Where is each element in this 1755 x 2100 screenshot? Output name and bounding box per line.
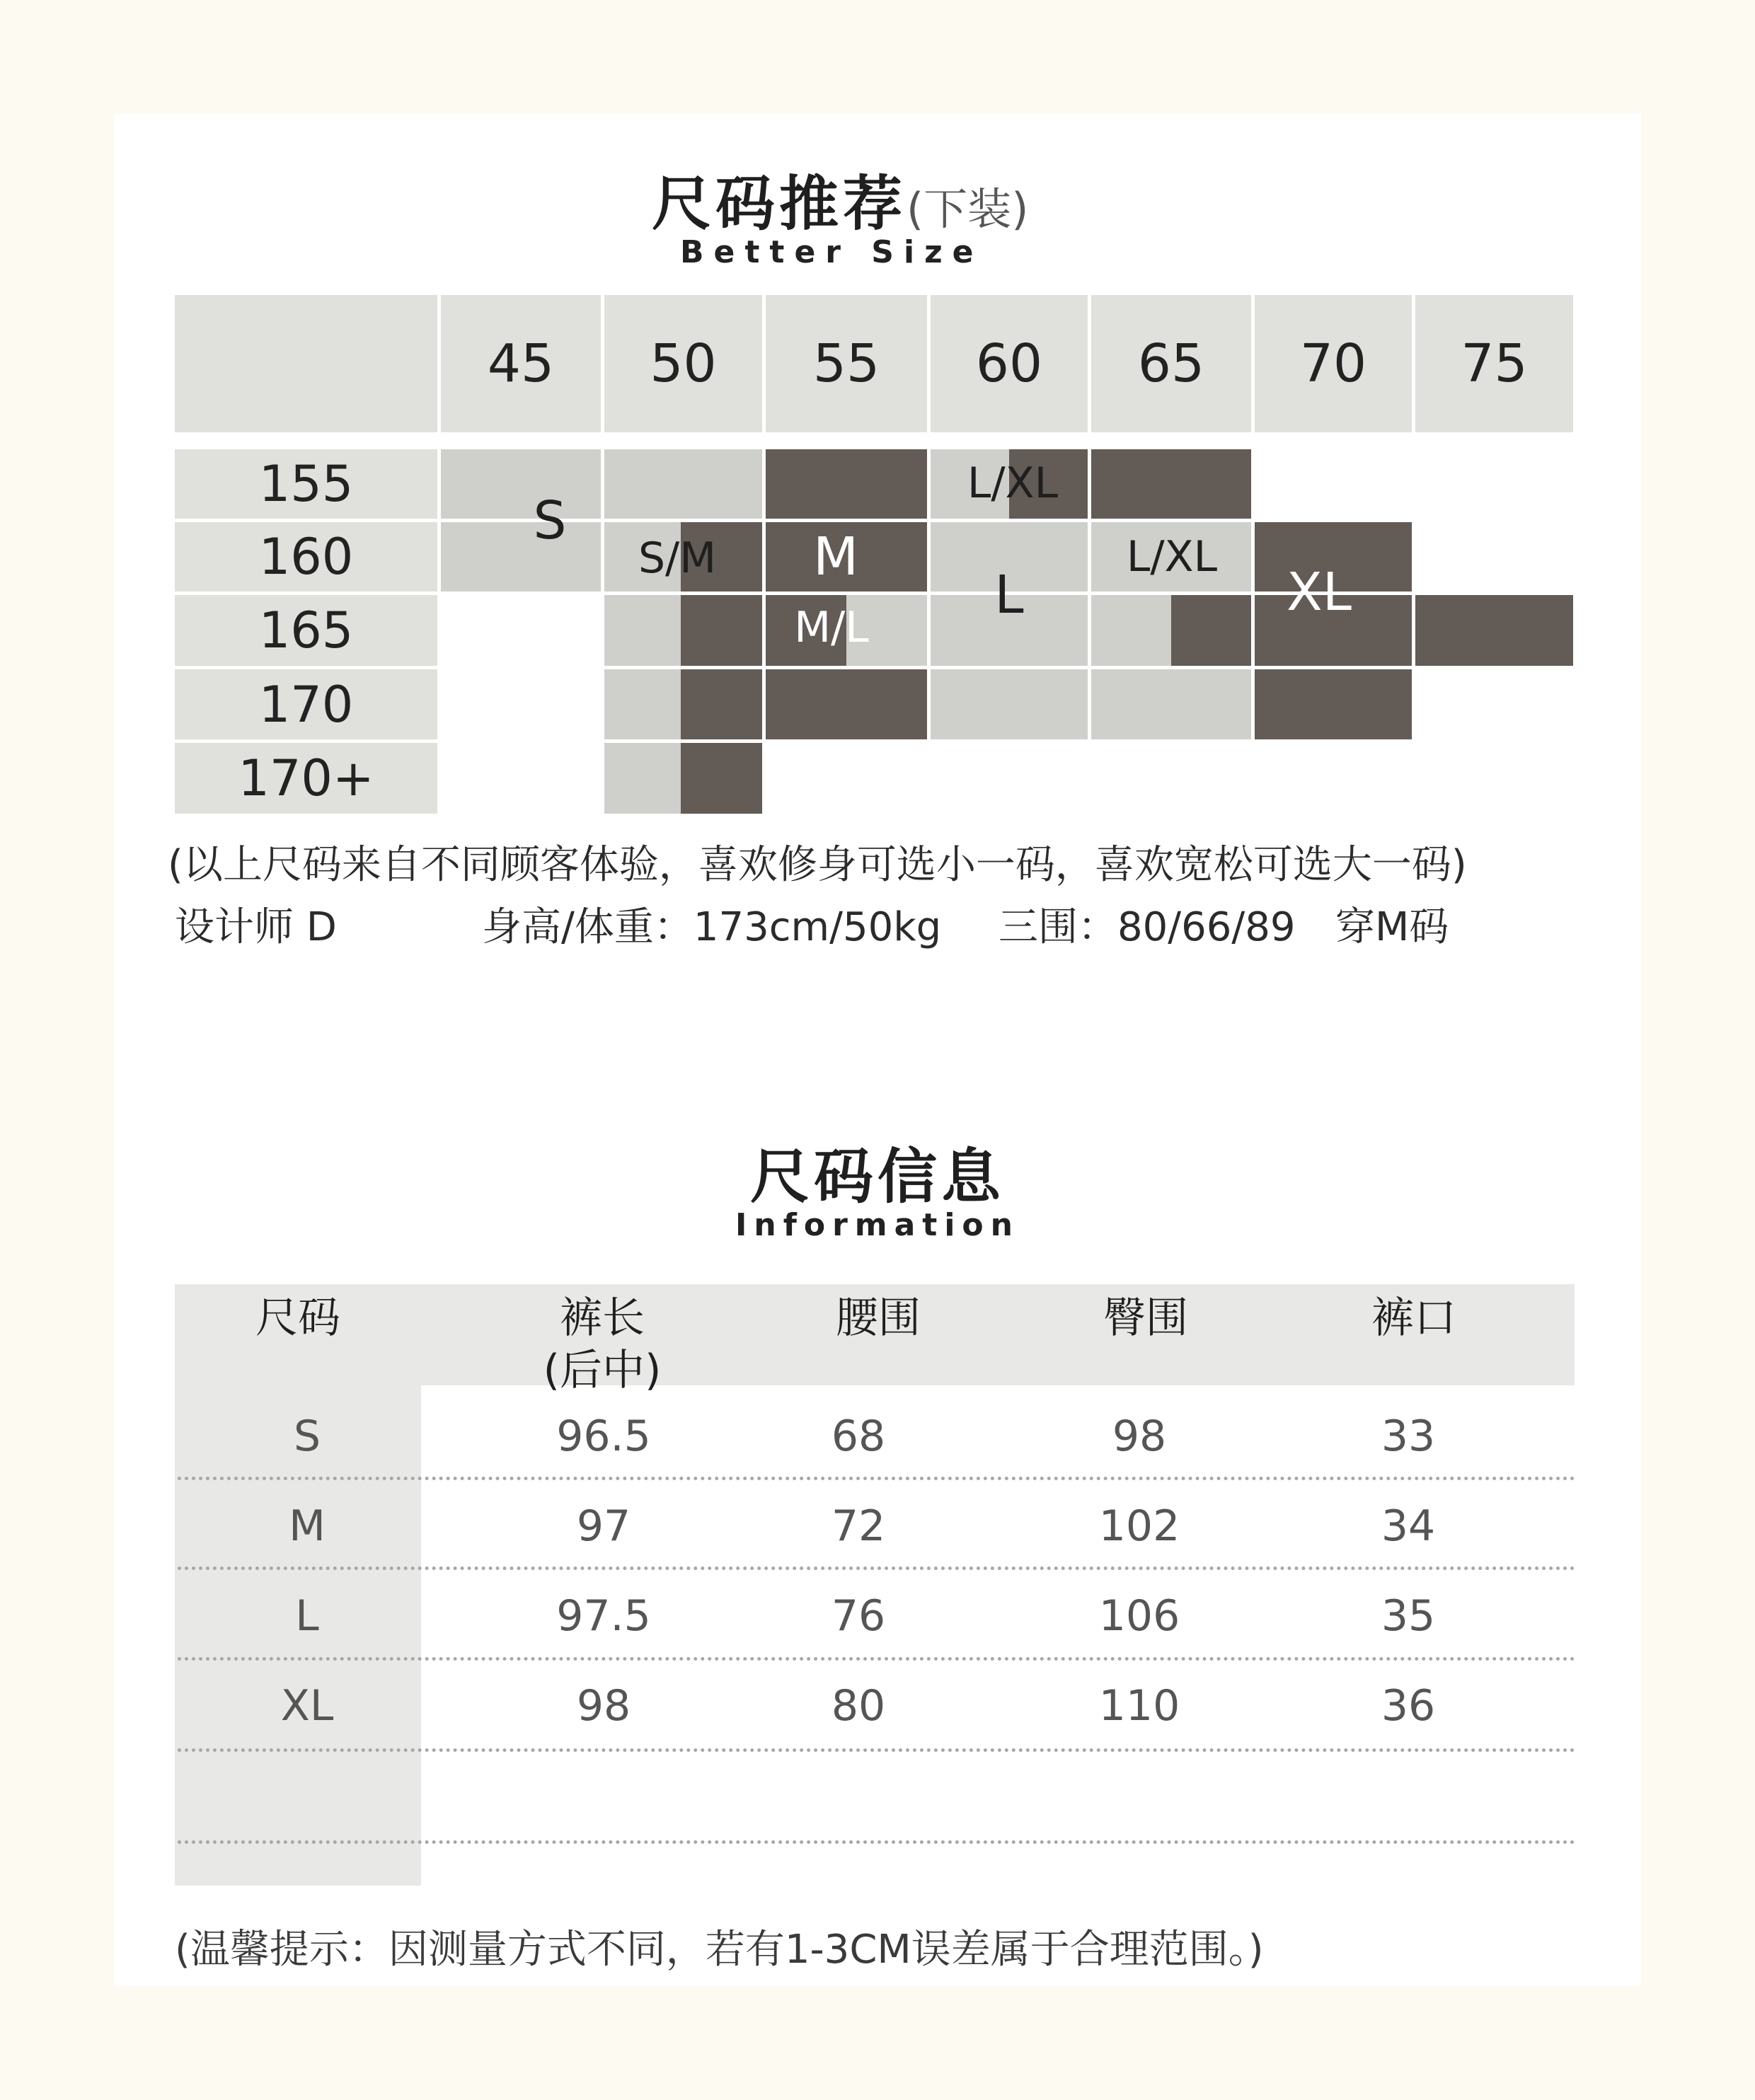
info-header-length xyxy=(510,1292,694,1397)
table-cell: 80 xyxy=(831,1681,886,1731)
row-divider xyxy=(178,1477,1575,1480)
height-header: 170+ xyxy=(175,743,437,814)
height-header: 160 xyxy=(175,522,437,592)
info-first-col-bg xyxy=(175,1284,421,1886)
row-divider xyxy=(178,1840,1575,1844)
weight-header: 45 xyxy=(441,295,601,432)
grid-cell xyxy=(766,449,927,519)
grid-cell xyxy=(441,522,601,592)
table-cell: 72 xyxy=(831,1501,886,1551)
info-title: 尺码信息 xyxy=(749,1142,1005,1211)
grid-cell xyxy=(441,449,601,519)
size-label-sm: S/M xyxy=(638,533,717,583)
height-header: 170 xyxy=(175,669,437,739)
table-cell-size: S xyxy=(293,1412,321,1461)
size-label-s: S xyxy=(533,490,567,551)
info-header-size: 尺码 xyxy=(255,1293,340,1343)
info-header-hem: 裤口 xyxy=(1371,1293,1456,1343)
table-cell-size: XL xyxy=(280,1681,334,1731)
grid-cell xyxy=(1091,669,1251,739)
row-divider xyxy=(178,1657,1575,1661)
row-divider xyxy=(178,1748,1575,1752)
grid-cell xyxy=(604,743,681,814)
table-cell: 97.5 xyxy=(556,1591,651,1641)
table-cell: 68 xyxy=(831,1412,886,1461)
grid-cell xyxy=(681,669,762,739)
table-cell: 98 xyxy=(1112,1412,1167,1461)
table-cell: 110 xyxy=(1098,1681,1180,1731)
weight-header: 65 xyxy=(1091,295,1251,432)
size-label-lxl-top: L/XL xyxy=(967,458,1059,508)
size-label-m: M xyxy=(813,526,858,587)
designer-height-weight: 身高/体重：173cm/50kg xyxy=(482,904,942,950)
weight-header: 75 xyxy=(1415,295,1573,432)
recommend-title-suffix: (下装) xyxy=(907,183,1029,235)
size-chart-card xyxy=(114,114,1641,1986)
recommend-note: (以上尺码来自不同顾客体验，喜欢修身可选小一码，喜欢宽松可选大一码) xyxy=(168,842,1467,888)
table-cell: 98 xyxy=(576,1681,631,1731)
table-cell: 35 xyxy=(1381,1591,1436,1641)
size-label-xl: XL xyxy=(1287,562,1352,623)
grid-cell xyxy=(604,595,681,666)
size-label-ml: M/L xyxy=(794,603,869,652)
table-cell: 96.5 xyxy=(556,1412,651,1461)
designer-name: 设计师 D xyxy=(175,904,337,950)
row-divider xyxy=(178,1567,1575,1570)
height-header: 155 xyxy=(175,449,437,519)
weight-header: 55 xyxy=(766,295,927,432)
weight-header: 50 xyxy=(604,295,762,432)
designer-measurements: 三围：80/66/89 xyxy=(999,904,1296,950)
info-subtitle: Information xyxy=(735,1207,1020,1243)
grid-cell xyxy=(681,743,762,814)
grid-cell xyxy=(604,449,762,519)
table-cell: 76 xyxy=(831,1591,886,1641)
size-label-lxl-mid: L/XL xyxy=(1126,532,1218,582)
measurement-tip: (温馨提示：因测量方式不同，若有1-3CM误差属于合理范围。) xyxy=(175,1927,1264,1973)
grid-cell xyxy=(931,669,1088,739)
table-cell: 36 xyxy=(1381,1681,1436,1731)
height-header: 165 xyxy=(175,595,437,666)
info-header-length-text: 裤长 (后中) xyxy=(543,1293,662,1395)
table-cell-size: M xyxy=(289,1501,326,1551)
grid-cell xyxy=(1415,595,1573,666)
grid-cell xyxy=(766,669,927,739)
grid-cell xyxy=(1091,449,1251,519)
table-cell: 34 xyxy=(1381,1501,1436,1551)
table-cell: 97 xyxy=(576,1501,631,1551)
info-header-waist: 腰围 xyxy=(836,1293,921,1343)
grid-cell xyxy=(1255,669,1412,739)
grid-cell xyxy=(1171,595,1251,666)
weight-header: 70 xyxy=(1255,295,1412,432)
grid-cell xyxy=(604,669,681,739)
table-cell: 106 xyxy=(1098,1591,1180,1641)
weight-header: 60 xyxy=(931,295,1088,432)
table-cell: 33 xyxy=(1381,1412,1436,1461)
info-header-hip: 臀围 xyxy=(1103,1293,1188,1343)
table-cell: 102 xyxy=(1098,1501,1180,1551)
grid-cell xyxy=(1091,595,1171,666)
grid-corner-bg xyxy=(175,295,437,432)
designer-size: 穿M码 xyxy=(1335,904,1449,950)
recommend-subtitle: Better Size xyxy=(680,234,984,270)
grid-cell xyxy=(681,595,762,666)
recommend-title: 尺码推荐 xyxy=(652,169,907,238)
table-cell-size: L xyxy=(295,1591,319,1641)
size-label-l: L xyxy=(994,565,1024,625)
